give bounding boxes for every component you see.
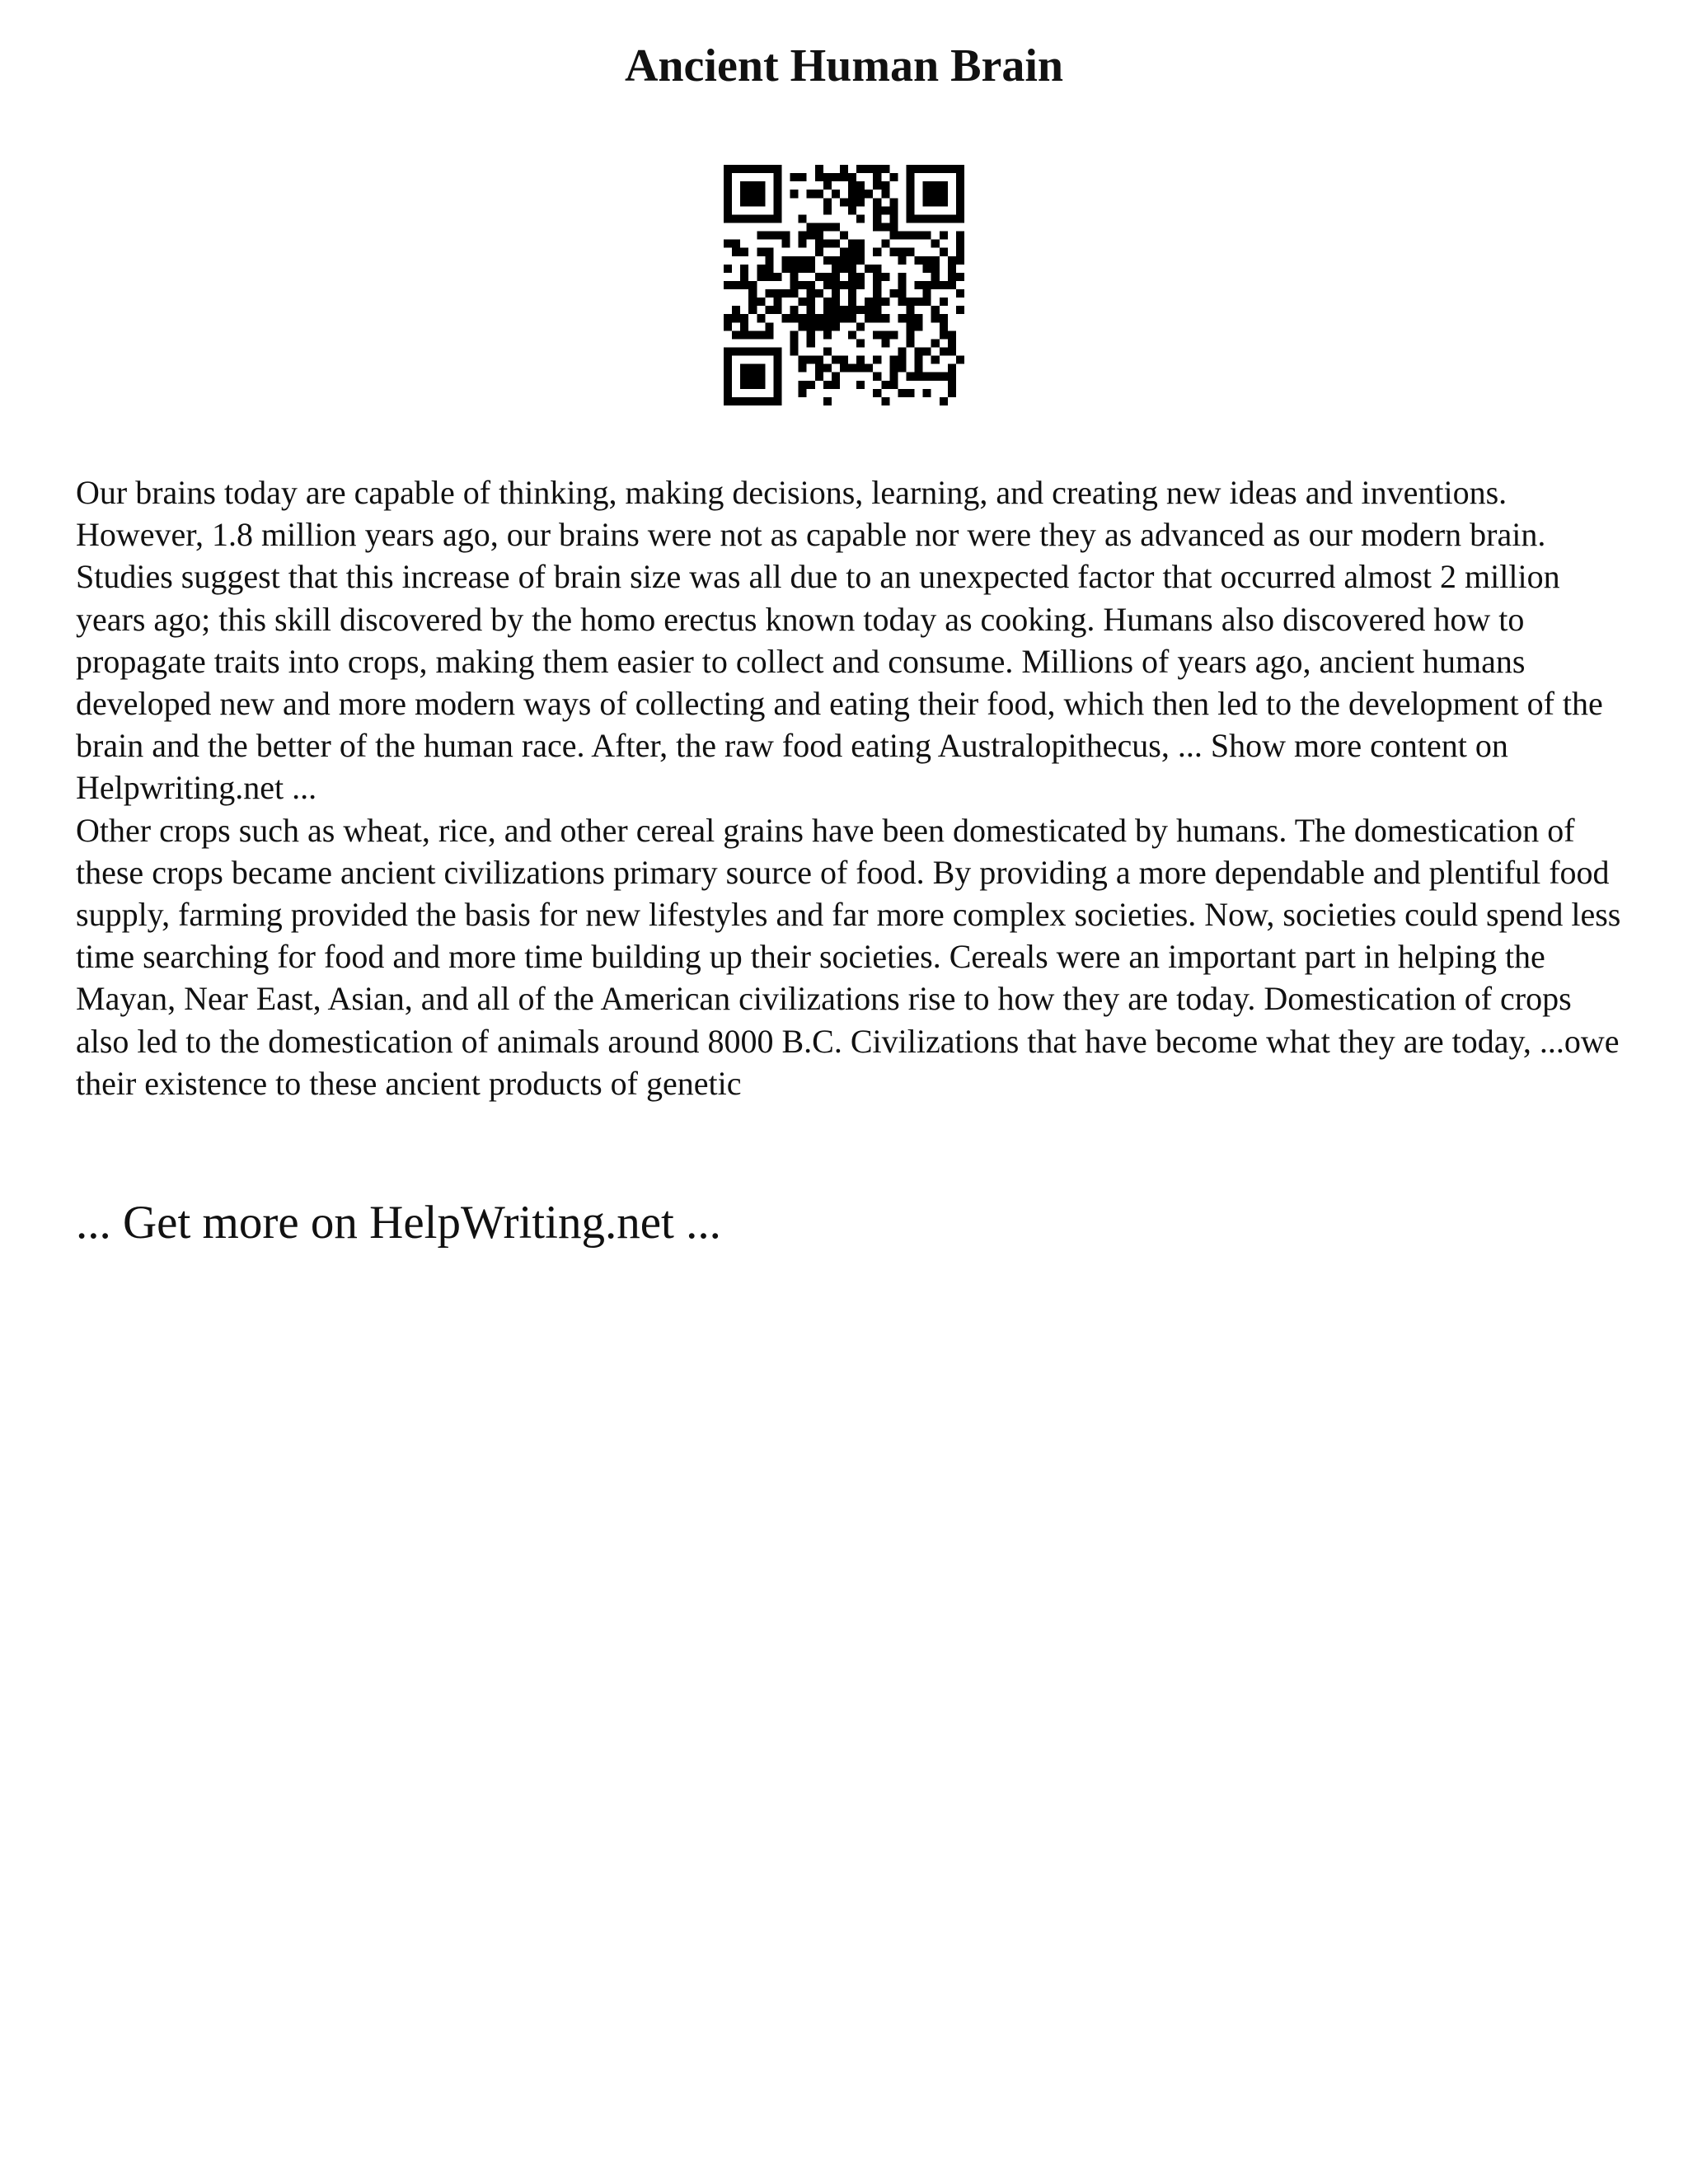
paragraph-crop-domestication: Other crops such as wheat, rice, and other cereal grains have been domesticated by humans. The domestication of these crops became ancient civilizations primary source of food. By providing a more dependable and plentiful food supply, farming provided the basis for new lifestyles and far more complex societies. Now, societies could spend less time searching for food and more time building up their societies. Cereals were an important part in helping the Mayan, Near East, Asian, and all of the American civilizations rise to how they are today. Domestication of crops also led to the domestication of animals around 8000 B.C. Civilizations that have become what they are today, ...owe their existence to these ancient products of genetic bbox=[76, 811, 1621, 1102]
get-more-link[interactable]: ... Get more on HelpWriting.net ... bbox=[76, 1197, 721, 1249]
article-body bbox=[76, 471, 1625, 1104]
page-title: Ancient Human Brain bbox=[624, 40, 1064, 91]
qr-code-graphic bbox=[724, 165, 964, 405]
qr-code-icon bbox=[724, 165, 964, 405]
paragraph-brain-evolution: Our brains today are capable of thinking, making decisions, learning, and creating new ideas and inventions. However, 1.8 million years ago, our brains were not as capable nor were they as advanced as our modern brain. Studies suggest that this increase of brain size was all due to an unexpected factor that occurred almost 2 million years ago; this skill discovered by the homo erectus known today as cooking. Humans also discovered how to propagate traits into crops, making them easier to collect and consume. Millions of years ago, ancient humans developed new and more modern ways of collecting and eating their food, which then led to the development of the brain and the better of the human race. After, the raw food eating Australopithecus, ... Show more content on Helpwriting.net ... bbox=[76, 474, 1603, 807]
